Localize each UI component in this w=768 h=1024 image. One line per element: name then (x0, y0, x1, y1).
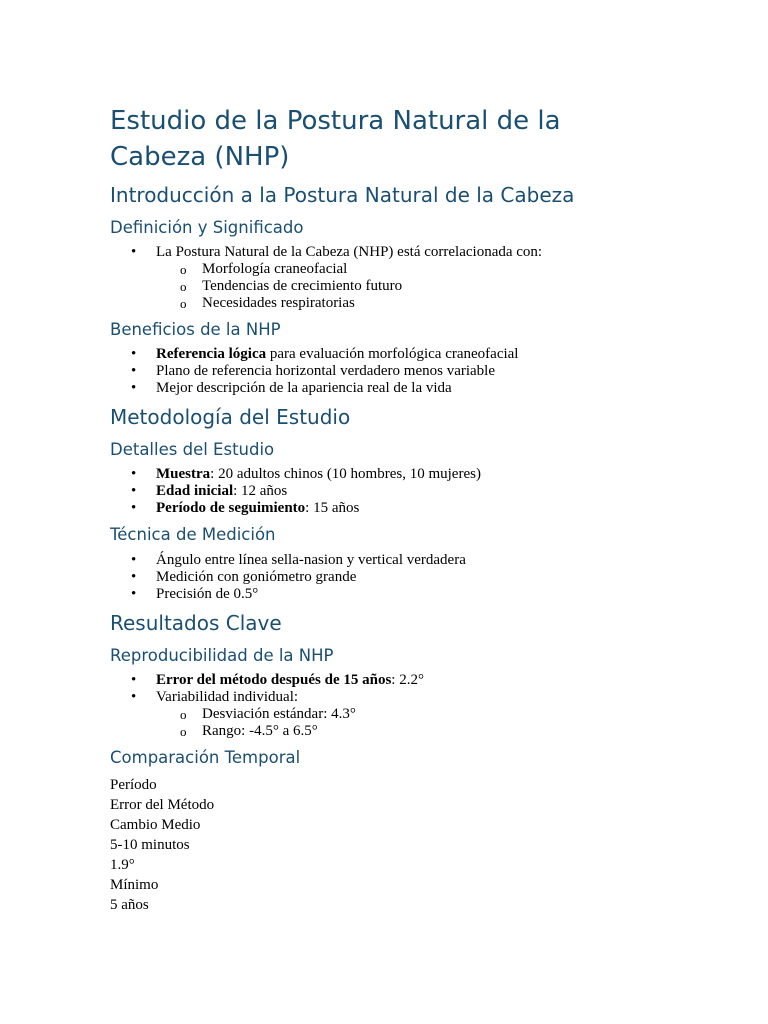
document-title (110, 103, 670, 175)
table-cell: Error del Método (110, 797, 215, 813)
list-item (110, 466, 670, 483)
variabilidad-sublist (156, 706, 670, 740)
reproducibilidad-list (110, 672, 670, 740)
table-cell: 5-10 minutos (110, 837, 190, 853)
list-item: • Precisión de 0.5° (110, 586, 670, 603)
table-cell: Mínimo (110, 877, 159, 893)
heading-reproducibilidad: Reproducibilidad de la NHP (110, 646, 334, 665)
sub-list-item: o Tendencias de crecimiento futuro (156, 278, 670, 295)
sub-list-item: o Desviación estándar: 4.3° (156, 706, 670, 723)
list-item-text: : 2.2° (391, 672, 424, 688)
heading-tecnica: Técnica de Medición (110, 525, 276, 544)
heading-beneficios: Beneficios de la NHP (110, 320, 281, 339)
list-item: • Ángulo entre línea sella-nasion y vertical verdadera (110, 552, 670, 569)
list-item (110, 672, 670, 689)
sub-list-item: o Necesidades respiratorias (156, 295, 670, 312)
list-item (110, 500, 670, 517)
definicion-sublist (156, 261, 670, 312)
heading-resultados: Resultados Clave (110, 611, 282, 635)
list-item: • Medición con goniómetro grande (110, 569, 670, 586)
comparacion-table-text (110, 775, 670, 915)
list-item-text: : 15 años (305, 500, 360, 516)
bold-term: Edad inicial (156, 483, 234, 499)
definicion-list (110, 244, 670, 312)
sub-list-item: o Morfología craneofacial (156, 261, 670, 278)
list-item: • Plano de referencia horizontal verdadero menos variable (110, 363, 670, 380)
list-item-text: : 20 adultos chinos (10 hombres, 10 mujeres) (210, 466, 481, 482)
list-item (110, 483, 670, 500)
document-page (110, 103, 670, 915)
list-item (110, 689, 670, 740)
heading-comparacion: Comparación Temporal (110, 748, 301, 767)
title-line-2: Cabeza (NHP) (110, 142, 290, 172)
heading-metodologia: Metodología del Estudio (110, 405, 351, 429)
list-item (110, 346, 670, 363)
title-line-1: Estudio de la Postura Natural de la (110, 106, 561, 136)
bold-term: Muestra (156, 466, 211, 482)
table-cell: 5 años (110, 897, 149, 913)
list-item-text: Variabilidad individual: (156, 689, 299, 705)
list-item (110, 244, 670, 312)
detalles-list (110, 466, 670, 517)
list-item: • Mejor descripción de la apariencia real de la vida (110, 380, 670, 397)
bold-term: Referencia lógica (156, 346, 267, 362)
bold-term: Período de seguimiento (156, 500, 306, 516)
list-item-text: para evaluación morfológica craneofacial (266, 346, 519, 362)
heading-detalles: Detalles del Estudio (110, 440, 275, 459)
bold-term: Error del método después de 15 años (156, 672, 392, 688)
table-cell: Período (110, 777, 157, 793)
sub-list-item: o Rango: -4.5° a 6.5° (156, 723, 670, 740)
table-cell: Cambio Medio (110, 817, 201, 833)
beneficios-list (110, 346, 670, 397)
heading-introduccion: Introducción a la Postura Natural de la Cabeza (110, 183, 575, 207)
heading-definicion: Definición y Significado (110, 218, 304, 237)
table-cell: 1.9° (110, 857, 135, 873)
list-item-text: : 12 años (233, 483, 288, 499)
list-item-text: La Postura Natural de la Cabeza (NHP) está correlacionada con: (156, 244, 543, 260)
tecnica-list (110, 552, 670, 603)
